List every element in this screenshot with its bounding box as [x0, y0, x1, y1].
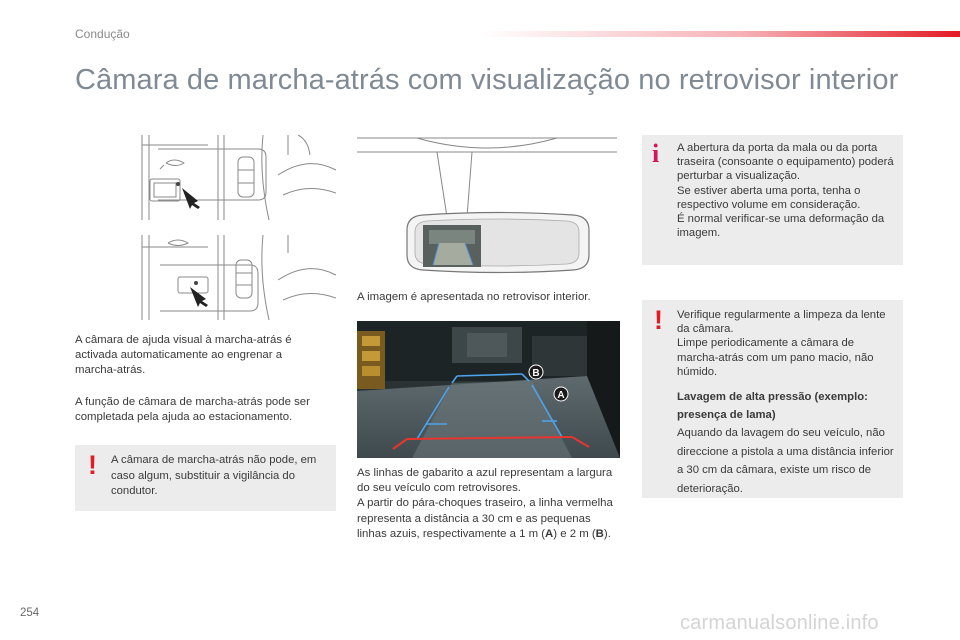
- illustration-camera-view: [357, 321, 620, 458]
- marker-a-label: A: [557, 390, 565, 401]
- intro-text: A câmara de ajuda visual à marcha-atrás é activada automaticamente ao engrenar a marcha-atrás.: [75, 334, 292, 376]
- page-title: Câmara de marcha-atrás com visualização no retrovisor interior: [75, 64, 899, 96]
- info-deformation-text: É normal verificar-se uma deformação da imagem.: [677, 213, 885, 240]
- guide-lines-label-b: B: [595, 527, 604, 540]
- high-pressure-title: Lavagem de alta pressão (exemplo: presença de lama): [677, 391, 868, 422]
- guide-lines-width-text: As linhas de gabarito a azul representam a largura do seu veículo com retrovisores.: [357, 467, 613, 495]
- guide-lines-distance-part-2: ) e 2 m (: [553, 527, 596, 540]
- parking-aid-paragraph: [75, 395, 337, 425]
- guide-lines-label-a: A: [545, 527, 554, 540]
- guide-lines-distance-part-1: A partir do pára-choques traseiro, a linha vermelha representa a distância a 30 cm e as pequenas linhas azuis, respectivamente a 1 m (: [357, 497, 613, 540]
- info-door-opening-text: A abertura da porta da mala ou da porta traseira (consoante o equipamento) poderá perturbar a visualização.: [677, 142, 894, 183]
- info-door-volume-text: Se estiver aberta uma porta, tenha o respectivo volume em consideração.: [677, 184, 861, 211]
- illustration-interior-mirror: [357, 135, 617, 285]
- parking-aid-text: A função de câmara de marcha-atrás pode ser completada pela ajuda ao estacionamento.: [75, 396, 310, 423]
- warning-exclamation-icon: !: [88, 450, 97, 480]
- intro-paragraph: [75, 333, 325, 378]
- warning-vigilance-text: [111, 453, 326, 500]
- section-label: Condução: [75, 27, 130, 41]
- warning-cleaning-text: [677, 308, 897, 498]
- info-door-text: [677, 141, 897, 240]
- marker-b-label: B: [532, 368, 540, 379]
- info-icon: i: [652, 139, 660, 168]
- illustration-van-rear-camera-upper: [138, 135, 336, 220]
- clean-camera-text: Limpe periodicamente a câmara de marcha-atrás com um pano macio, não húmido.: [677, 337, 874, 378]
- warning-exclamation-icon: !: [654, 305, 663, 335]
- watermark: carmanualsonline.info: [680, 612, 879, 634]
- check-lens-text: Verifique regularmente a limpeza da lente da câmara.: [677, 309, 886, 336]
- guide-lines-distance-part-3: ).: [603, 527, 611, 540]
- illustration-van-rear-camera-lower: [138, 235, 336, 320]
- warning-vigilance-body: A câmara de marcha-atrás não pode, em caso algum, substituir a vigilância do condutor.: [111, 454, 317, 497]
- guide-lines-paragraph: [357, 466, 619, 542]
- page-number: 254: [20, 607, 40, 619]
- header-rule: [480, 31, 960, 37]
- high-pressure-text: Aquando da lavagem do seu veículo, não direccione a pistola a uma distância inferior a 30 cm da câmara, existe um risco de deterioração.: [677, 427, 894, 495]
- mirror-caption: A imagem é apresentada no retrovisor interior.: [357, 291, 591, 303]
- guide-lines-distance-text: [357, 496, 619, 542]
